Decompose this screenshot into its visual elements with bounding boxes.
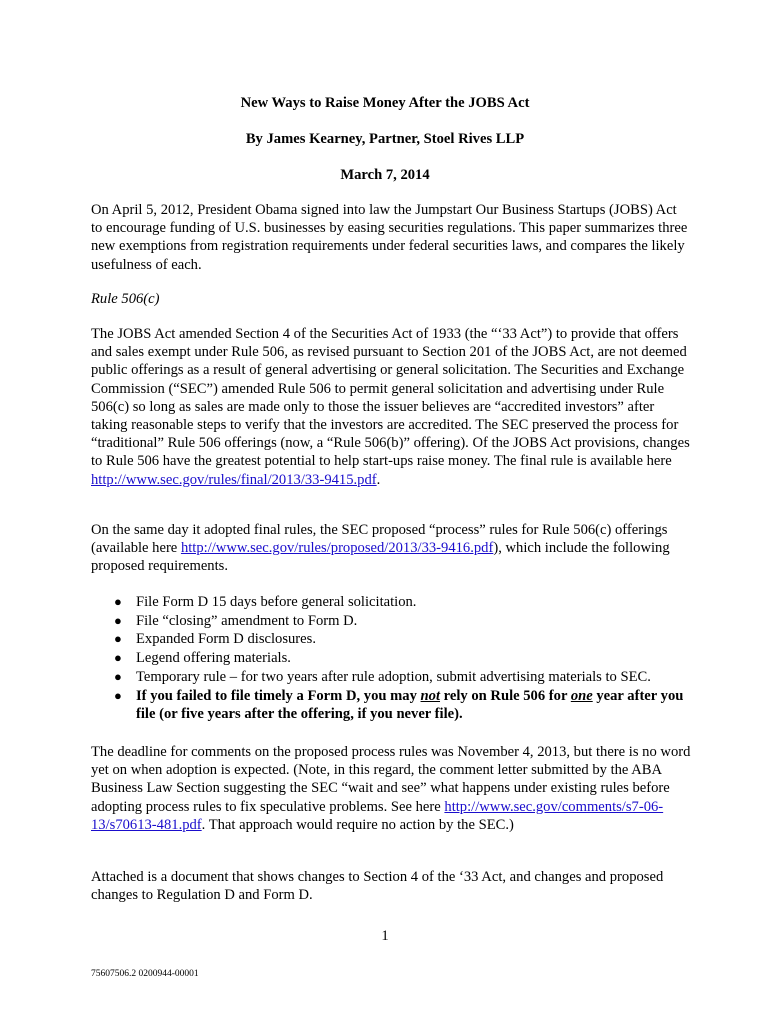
paragraph-text: On the same day it adopted final rules, the SEC proposed “process” rules for Rule 506(c) offerings (available here [91,522,668,557]
document-date: March 7, 2014 [340,167,430,183]
final-rule-link[interactable]: http://www.sec.gov/rules/final/2013/33-9415.pdf [91,471,377,488]
paragraph-text-end: . [376,471,381,488]
list-item: ● Expanded Form D disclosures. [114,631,316,648]
byline: By James Kearney, Partner, Stoel Rives LLP [245,131,525,147]
comment-letter-link[interactable]: http://www.sec.gov/comments/s7-06-13/s70613-481.pdf [91,798,664,833]
bullet-icon: ● [114,668,122,684]
list-item: ● Legend offering materials. [114,650,291,667]
paragraph-text-end: ), which include the following proposed requirements. [91,540,670,575]
rule-506c-paragraph [91,325,691,489]
deadline-paragraph [91,743,691,834]
bullet-icon: ● [114,687,122,703]
list-item: ● Temporary rule – for two years after rule adoption, submit advertising materials to SEC. [114,668,651,685]
paragraph-text-end: . That approach would require no action by the SEC.) [201,816,514,833]
emphasis-one: one [570,687,593,704]
paragraph-text: The JOBS Act amended Section 4 of the Securities Act of 1933 (the “‘33 Act”) to provide that offers and sales exempt under Rule 506, as revised pursuant to Section 201 of the JOBS Act, are not deemed public offerings as a result of general advertising or general solicitation. The Securities and Exchange Commission (“SEC”) amended Rule 506 to permit general solicitation and advertising under Rule 506(c) so long as sales are made only to those the issuer believes are “accredited investors” after taking reasonable steps to verify that the investors are accredited. The SEC preserved the process for “traditional” Rule 506 offerings (now, a “Rule 506(b)” offering). Of the JOBS Act provisions, changes to Rule 506 have the greatest potential to help start-ups raise money. The final rule is available here [91,326,690,470]
attachment-paragraph: Attached is a document that shows changes to Section 4 of the ‘33 Act, and changes and proposed changes to Regulation D and Form D. [91,869,664,904]
bullet-icon: ● [114,631,122,647]
document-title: New Ways to Raise Money After the JOBS Act [240,95,530,111]
requirements-list [91,593,691,724]
list-item: ● File “closing” amendment to Form D. [114,612,358,629]
process-rules-paragraph [91,521,691,576]
proposed-rule-link[interactable]: http://www.sec.gov/rules/proposed/2013/33-9416.pdf [180,540,494,557]
page-number: 1 [381,928,389,944]
bullet-icon: ● [114,612,122,628]
document-id-footer: 75607506.2 0200944-00001 [91,969,199,979]
list-item: ● File Form D 15 days before general solicitation. [114,594,417,610]
paragraph-text: The deadline for comments on the proposed process rules was November 4, 2013, but there is no word yet on when adoption is expected. (Note, in this regard, the comment letter submitted by the ABA Business Law Section suggesting the SEC “wait and see” what happens under existing rules before adopting process rules to fix speculative problems. See here [91,744,691,815]
emphasis-not: not [420,687,441,704]
section-heading: Rule 506(c) [91,291,160,307]
list-item-warning: ● If you failed to file timely a Form D, you may not rely on Rule 506 for one year after you file (or five years after the offering, if you never file). [114,687,684,723]
bullet-icon: ● [114,594,122,609]
bullet-icon: ● [114,650,122,666]
intro-paragraph: On April 5, 2012, President Obama signed into law the Jumpstart Our Business Startups (JOBS) Act to encourage funding of U.S. businesses by easing securities regulations. This paper summarizes three new exemptions from registration requirements under federal securities laws, and compares the likely usefulness of each. [91,202,688,273]
